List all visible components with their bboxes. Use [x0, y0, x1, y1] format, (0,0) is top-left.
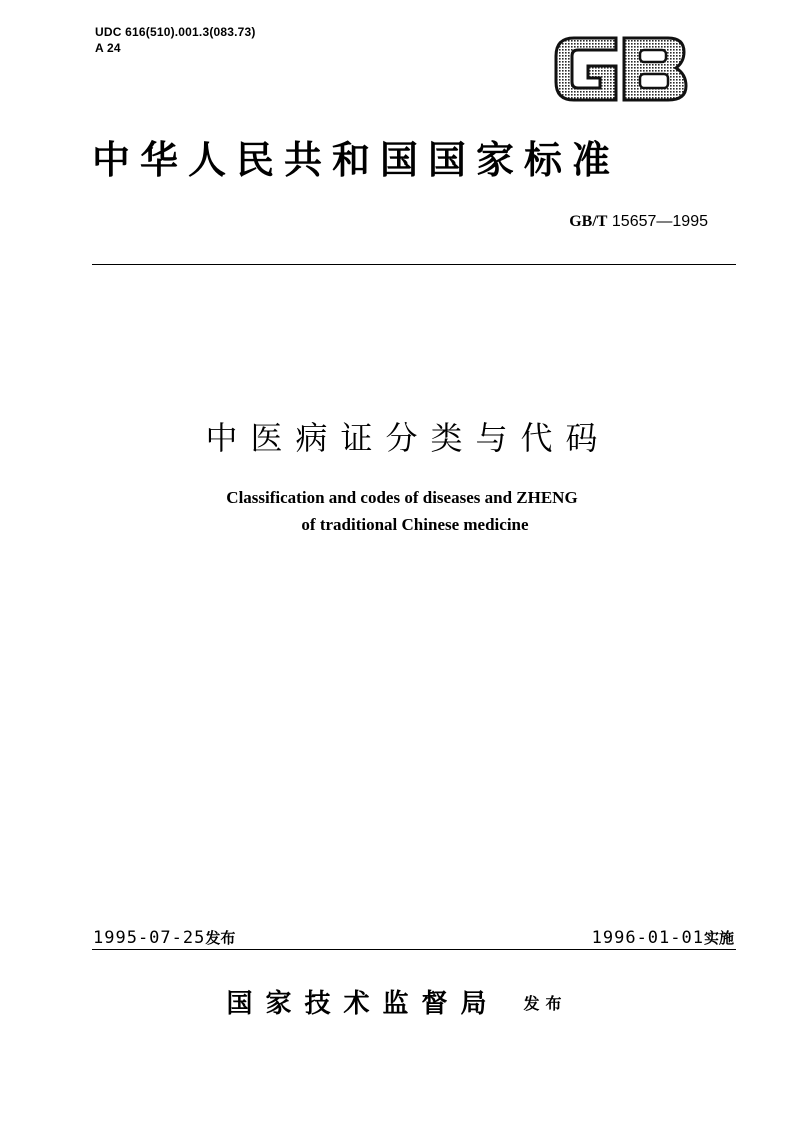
classification-code: A 24: [95, 41, 121, 55]
bottom-divider: [92, 949, 736, 950]
document-title-cn: 中医病证分类与代码: [205, 419, 611, 457]
issue-date: [93, 928, 235, 948]
top-divider: [92, 264, 736, 265]
udc-code: UDC 616(510).001.3(083.73): [95, 25, 256, 39]
implementation-date-label: 实施: [703, 929, 734, 947]
standard-number-prefix: GB/T: [569, 213, 608, 230]
implementation-date: [592, 928, 734, 948]
gb-logo: [550, 34, 690, 104]
issue-date-label: 发布: [205, 929, 236, 947]
publisher-row: [0, 988, 794, 1020]
standard-header-title: 中华人民共和国国家标准: [92, 138, 621, 182]
implementation-date-value: 1996-01-01: [591, 928, 704, 948]
standard-number-value: 15657—1995: [611, 213, 708, 230]
publisher-name: 国家技术监督局: [226, 989, 500, 1019]
gb-logo-graphic: [550, 34, 690, 104]
standard-number: [569, 212, 708, 232]
document-title-en-line2: of traditional Chinese medicine: [301, 515, 529, 534]
issue-date-value: 1995-07-25: [93, 928, 206, 948]
document-title-en-line1: Classification and codes of diseases and ZHENG: [226, 488, 578, 507]
publish-label: 发布: [523, 994, 568, 1013]
